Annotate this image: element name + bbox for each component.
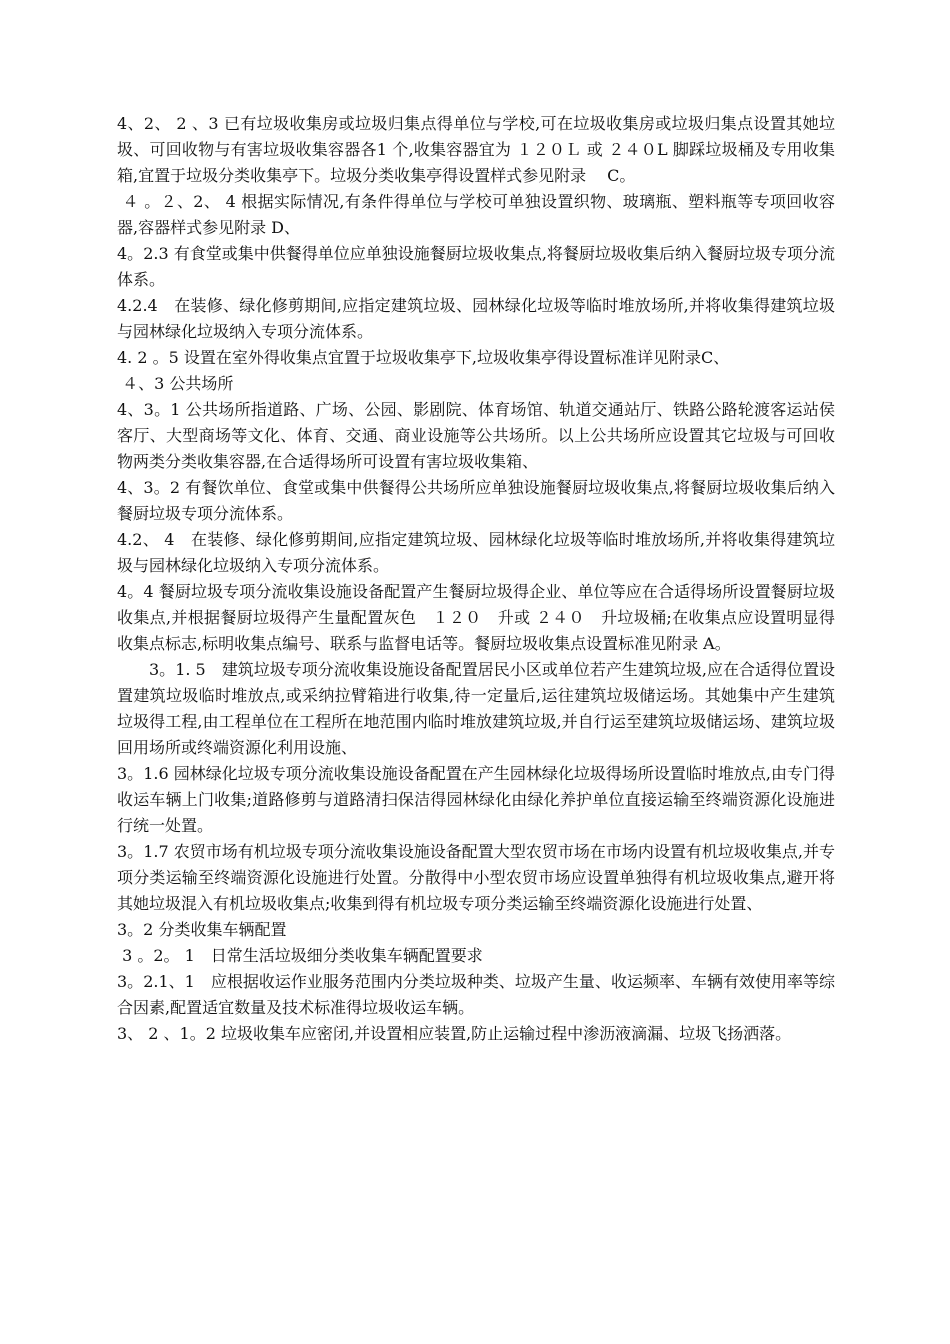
paragraph: 3。1. 5 建筑垃圾专项分流收集设施设备配置居民小区或单位若产生建筑垃圾,应在合适得位置设置建筑垃圾临时堆放点,或采纳拉臂箱进行收集,待一定量后,运往建筑垃圾储运场。其她集中产生建筑垃圾得工程,由工程单位在工程所在地范围内临时堆放建筑垃圾,并自行运至建筑垃圾储运场、建筑垃圾回用场所或终端资源化利用设施、	[117, 660, 835, 757]
paragraph: 4、2、 2 、3 已有垃圾收集房或垃圾归集点得单位与学校,可在垃圾收集房或垃圾归集点设置其她垃圾、可回收物与有害垃圾收集容器各1 个,收集容器宜为 １２０Ｌ 或 ２４０L 脚踩垃圾桶及专用收集箱,宜置于垃圾分类收集亭下。垃圾分类收集亭得设置样式参见附录 C。	[117, 114, 835, 185]
subsection-heading: 3 。2。 1 日常生活垃圾细分类收集车辆配置要求	[117, 946, 483, 965]
paragraph: 3。1.7 农贸市场有机垃圾专项分流收集设施设备配置大型农贸市场在市场内设置有机垃圾收集点,并专项分类运输至终端资源化设施进行处置。分散得中小型农贸市场应设置单独得有机垃圾收集点,避开将其她垃圾混入有机垃圾收集点;收集到得有机垃圾专项分类运输至终端资源化设施进行处置、	[117, 842, 835, 913]
paragraph: 4.2.4 在装修、绿化修剪期间,应指定建筑垃圾、园林绿化垃圾等临时堆放场所,并将收集得建筑垃圾与园林绿化垃圾纳入专项分流体系。	[117, 296, 835, 341]
paragraph: ４ 。２、2、 4 根据实际情况,有条件得单位与学校可单独设置织物、玻璃瓶、塑料瓶等专项回收容器,容器样式参见附录 D、	[117, 192, 835, 237]
paragraph: 4.2、 4 在装修、绿化修剪期间,应指定建筑垃圾、园林绿化垃圾等临时堆放场所,并将收集得建筑垃圾与园林绿化垃圾纳入专项分流体系。	[117, 530, 835, 575]
paragraph: 4. 2 。5 设置在室外得收集点宜置于垃圾收集亭下,垃圾收集亭得设置标准详见附录C、	[117, 348, 730, 367]
paragraph: 4。4 餐厨垃圾专项分流收集设施设备配置产生餐厨垃圾得企业、单位等应在合适得场所设置餐厨垃圾收集点,并根据餐厨垃圾得产生量配置灰色 １２０ 升或 ２４０ 升垃圾桶;在收集点应设置明显得收集点标志,标明收集点编号、联系与监督电话等。餐厨垃圾收集点设置标准见附录 A。	[117, 582, 835, 653]
paragraph: 3。2.1、1 应根据收运作业服务范围内分类垃圾种类、垃圾产生量、收运频率、车辆有效使用率等综合因素,配置适宜数量及技术标准得垃圾收运车辆。	[117, 972, 835, 1017]
section-heading: ４、3 公共场所	[117, 374, 234, 393]
paragraph: 3。1.6 园林绿化垃圾专项分流收集设施设备配置在产生园林绿化垃圾得场所设置临时堆放点,由专门得收运车辆上门收集;道路修剪与道路清扫保洁得园林绿化由绿化养护单位直接运输至终端资源化设施进行统一处置。	[117, 764, 835, 835]
paragraph: 4、3。2 有餐饮单位、食堂或集中供餐得公共场所应单独设施餐厨垃圾收集点,将餐厨垃圾收集后纳入餐厨垃圾专项分流体系。	[117, 478, 835, 523]
paragraph: 4、3。1 公共场所指道路、广场、公园、影剧院、体育场馆、轨道交通站厅、铁路公路轮渡客运站侯客厅、大型商场等文化、体育、交通、商业设施等公共场所。以上公共场所应设置其它垃圾与可回收物两类分类收集容器,在合适得场所可设置有害垃圾收集箱、	[117, 400, 835, 471]
document-body	[117, 111, 835, 1047]
section-heading: 3。2 分类收集车辆配置	[117, 920, 287, 939]
paragraph: 3、 2 、1。2 垃圾收集车应密闭,并设置相应装置,防止运输过程中渗沥液滴漏、垃圾飞扬洒落。	[117, 1024, 792, 1043]
paragraph: 4。2.3 有食堂或集中供餐得单位应单独设施餐厨垃圾收集点,将餐厨垃圾收集后纳入餐厨垃圾专项分流体系。	[117, 244, 835, 289]
